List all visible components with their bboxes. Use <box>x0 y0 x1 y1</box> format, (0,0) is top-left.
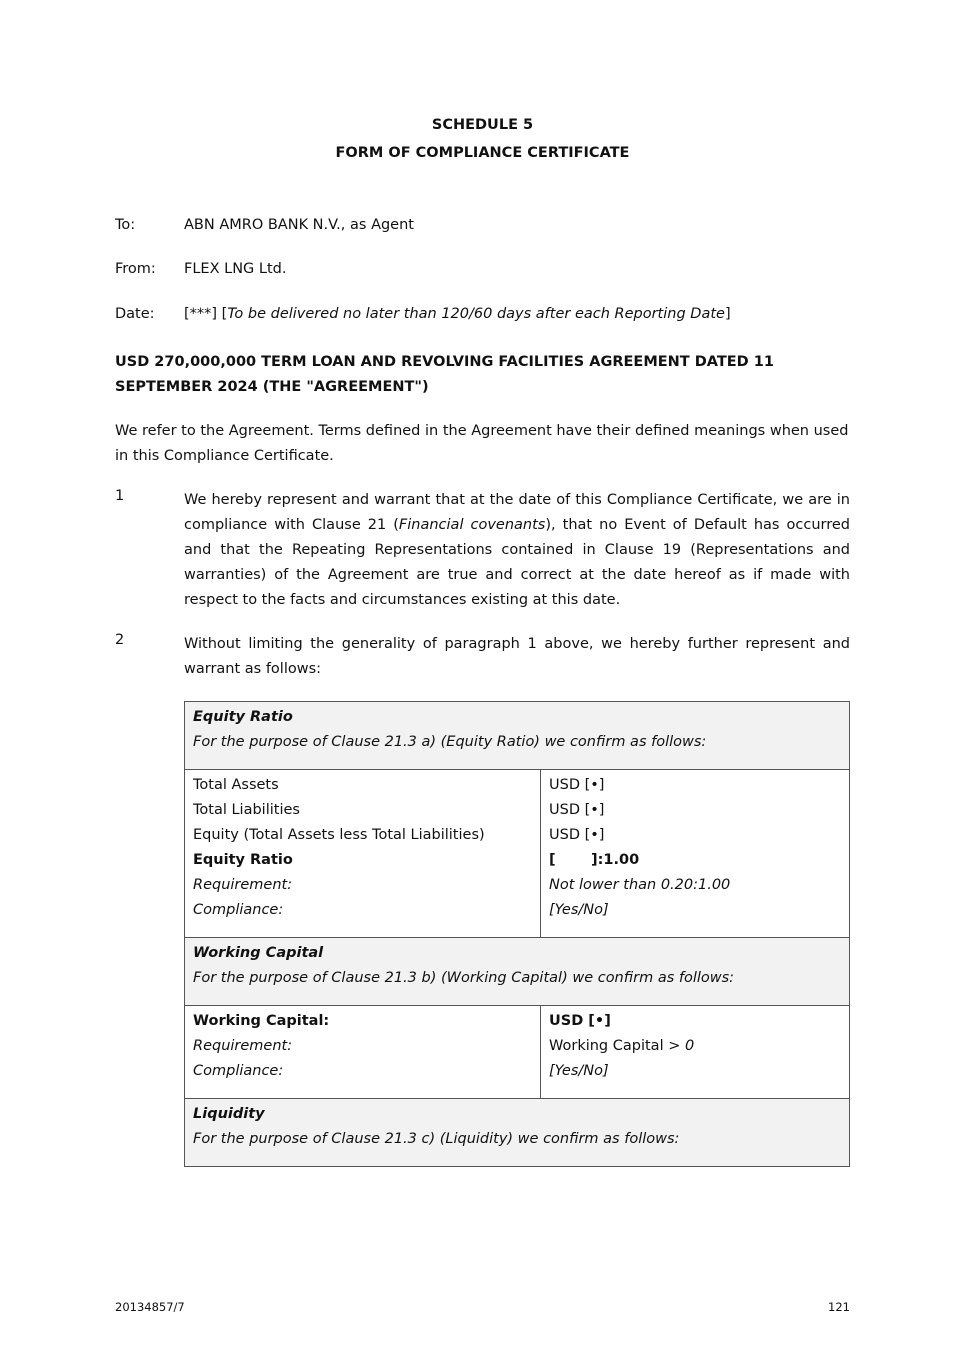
total-liabilities-value: USD [•] <box>549 802 605 818</box>
equity-label: Equity (Total Assets less Total Liabilities) <box>193 827 485 843</box>
equity-values-cell <box>541 770 850 938</box>
clause-1-part1: We hereby represent and warrant that at the date of this Compliance Certificate, we are in compliance with Clause 21 ( <box>184 492 850 533</box>
wc-body-row <box>185 1006 850 1099</box>
wc-requirement-italic: 0 <box>684 1038 695 1054</box>
wc-compliance-value: [Yes/No] <box>549 1063 609 1079</box>
wc-labels-cell <box>185 1006 541 1099</box>
agreement-heading: USD 270,000,000 TERM LOAN AND REVOLVING FACILITIES AGREEMENT DATED 11 SEPTEMBER 2024 (THE "AGREEMENT") <box>115 354 774 395</box>
from-line <box>115 261 850 286</box>
clause-1-number: 1 <box>115 488 125 504</box>
wc-requirement-value <box>549 1034 841 1059</box>
to-label: To: <box>115 217 136 233</box>
equity-value: USD [•] <box>549 827 605 843</box>
wc-purpose: For the purpose of Clause 21.3 b) (Working Capital) we confirm as follows: <box>193 970 735 986</box>
wc-requirement-plain: Working Capital > <box>549 1038 685 1054</box>
intro-paragraph: We refer to the Agreement. Terms defined in the Agreement have their defined meanings when used in this Compliance Certificate. <box>115 423 849 464</box>
clause-2-number: 2 <box>115 632 125 648</box>
equity-compliance-label: Compliance: <box>193 902 284 918</box>
compliance-table <box>184 701 850 1167</box>
wc-values-cell <box>541 1006 850 1099</box>
date-suffix: ] <box>724 306 731 322</box>
equity-header-row <box>185 702 850 770</box>
clause-2-text: Without limiting the generality of paragraph 1 above, we hereby further represent and warrant as follows: <box>184 636 850 677</box>
equity-compliance-value: [Yes/No] <box>549 902 609 918</box>
total-liabilities-label: Total Liabilities <box>193 802 300 818</box>
total-assets-label: Total Assets <box>193 777 279 793</box>
liquidity-header-row <box>185 1099 850 1167</box>
wc-heading: Working Capital <box>193 945 324 961</box>
from-value: FLEX LNG Ltd. <box>184 261 287 277</box>
wc-header-row <box>185 938 850 1006</box>
wc-header-cell <box>185 938 850 1006</box>
from-label: From: <box>115 261 156 277</box>
date-line <box>115 306 850 331</box>
equity-body-row <box>185 770 850 938</box>
liquidity-header-cell <box>185 1099 850 1167</box>
form-title: FORM OF COMPLIANCE CERTIFICATE <box>335 145 630 161</box>
equity-purpose: For the purpose of Clause 21.3 a) (Equity Ratio) we confirm as follows: <box>193 734 707 750</box>
clause-1-italic: Financial covenants <box>398 517 546 533</box>
equity-ratio-value: [ ]:1.00 <box>549 852 640 868</box>
clause-1-text <box>184 488 850 613</box>
liquidity-heading: Liquidity <box>193 1106 265 1122</box>
wc-label: Working Capital: <box>193 1013 330 1029</box>
date-prefix: [***] [ <box>184 306 228 322</box>
to-line <box>115 217 850 242</box>
clause-1-part2: ), that no Event of Default has occurred and that the Repeating Representations contained in Clause 19 (Representations and warranties) of the Agreement are true and correct at the date hereof as if made with respect to the facts and circumstances existing at this date. <box>184 517 850 608</box>
wc-compliance-label: Compliance: <box>193 1063 284 1079</box>
footer-doc-ref: 20134857/7 <box>115 1300 185 1314</box>
schedule-title: SCHEDULE 5 <box>431 117 534 133</box>
equity-requirement-label: Requirement: <box>193 877 293 893</box>
equity-labels-cell <box>185 770 541 938</box>
date-label: Date: <box>115 306 155 322</box>
equity-ratio-label: Equity Ratio <box>193 852 293 868</box>
equity-requirement-value: Not lower than 0.20:1.00 <box>549 877 731 893</box>
liquidity-purpose: For the purpose of Clause 21.3 c) (Liquidity) we confirm as follows: <box>193 1131 680 1147</box>
wc-value: USD [•] <box>549 1013 611 1029</box>
date-value <box>184 306 731 322</box>
total-assets-value: USD [•] <box>549 777 605 793</box>
equity-header-cell <box>185 702 850 770</box>
to-value: ABN AMRO BANK N.V., as Agent <box>184 217 414 233</box>
equity-heading: Equity Ratio <box>193 709 293 725</box>
footer-page-number: 121 <box>828 1300 850 1314</box>
wc-requirement-label: Requirement: <box>193 1038 293 1054</box>
date-instruction: To be delivered no later than 120/60 days after each Reporting Date <box>227 306 725 322</box>
